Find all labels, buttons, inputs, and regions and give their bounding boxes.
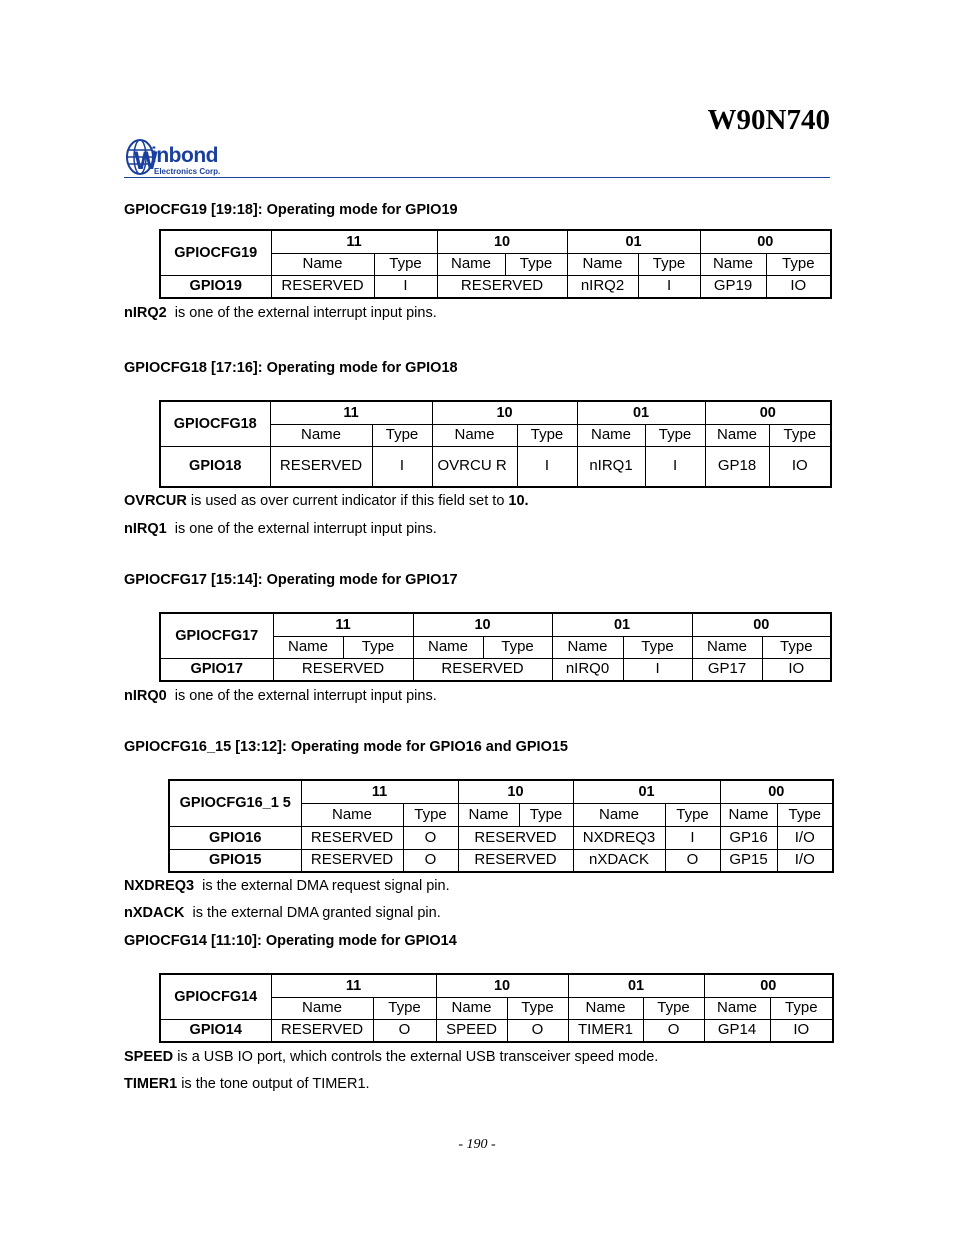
col-name-type-10 — [458, 803, 573, 826]
gpio19-mode-table — [159, 229, 832, 299]
cell: nIRQ2 — [567, 275, 638, 298]
table-row — [169, 826, 833, 849]
col-name: Name — [692, 636, 762, 658]
mode-header-00: 00 — [705, 401, 831, 424]
mode-header-10: 10 — [436, 974, 568, 997]
col-name: Name — [705, 424, 769, 446]
mode-header-11: 11 — [270, 401, 432, 424]
col-name: Name — [552, 636, 623, 658]
section-heading-gpio19: GPIOCFG19 [19:18]: Operating mode for GPIO19 — [124, 202, 458, 218]
pin-name-cell: GPIO16 — [169, 826, 301, 849]
cell: GP19 — [700, 275, 766, 298]
cell: nIRQ0 — [552, 658, 623, 681]
register-name-cell: GPIOCFG17 — [160, 613, 273, 658]
cell: O — [373, 1019, 436, 1042]
col-type: Type — [638, 253, 700, 275]
winbond-logo — [125, 138, 250, 178]
cell: GP17 — [692, 658, 762, 681]
gpio16-15-mode-table — [168, 779, 834, 873]
mode-header-01: 01 — [573, 780, 720, 803]
cell: TIMER1 — [568, 1019, 643, 1042]
gpio14-mode-table — [159, 973, 834, 1043]
mode-header-10: 10 — [432, 401, 577, 424]
col-type: Type — [372, 424, 432, 446]
register-name-cell: GPIOCFG14 — [160, 974, 271, 1019]
cell: GP15 — [720, 849, 777, 872]
col-type: Type — [343, 636, 413, 658]
col-name: Name — [573, 803, 665, 826]
cell: SPEED — [436, 1019, 507, 1042]
cell: O — [665, 849, 720, 872]
col-type: Type — [770, 997, 833, 1019]
cell: IO — [769, 446, 831, 487]
col-name: Name — [432, 424, 517, 446]
mode-header-11: 11 — [273, 613, 413, 636]
cell: I — [665, 826, 720, 849]
note-line: nIRQ0 is one of the external interrupt input pins. — [124, 688, 437, 704]
section-heading-gpio18: GPIOCFG18 [17:16]: Operating mode for GPIO18 — [124, 360, 458, 376]
mode-header-01: 01 — [577, 401, 705, 424]
logo-subtitle: Electronics Corp. — [154, 167, 221, 176]
cell: IO — [766, 275, 831, 298]
cell: RESERVED — [413, 658, 552, 681]
table-row — [160, 275, 831, 298]
note-line: SPEED is a USB IO port, which controls the external USB transceiver speed mode. — [124, 1049, 659, 1065]
section-heading-gpio17: GPIOCFG17 [15:14]: Operating mode for GPIO17 — [124, 572, 458, 588]
cell: O — [403, 826, 458, 849]
col-name: Name — [577, 424, 645, 446]
col-type: Type — [517, 424, 577, 446]
cell: I — [638, 275, 700, 298]
note-line: nIRQ2 is one of the external interrupt input pins. — [124, 305, 437, 321]
col-type: Type — [373, 997, 436, 1019]
cell: RESERVED — [273, 658, 413, 681]
cell: GP14 — [704, 1019, 770, 1042]
col-type: Type — [403, 803, 458, 826]
mode-header-01: 01 — [567, 230, 700, 253]
cell: nXDACK — [573, 849, 665, 872]
cell: O — [643, 1019, 704, 1042]
note-line: TIMER1 is the tone output of TIMER1. — [124, 1076, 370, 1092]
col-name: Name — [437, 253, 505, 275]
gpio18-mode-table — [159, 400, 832, 488]
col-type: Type — [505, 253, 567, 275]
note-line: nXDACK is the external DMA granted signal pin. — [124, 905, 441, 921]
col-type: Type — [529, 805, 563, 823]
mode-header-01: 01 — [552, 613, 692, 636]
cell: I/O — [777, 849, 833, 872]
register-name-cell: GPIOCFG19 — [160, 230, 271, 275]
col-type: Type — [766, 253, 831, 275]
col-name: Name — [459, 804, 520, 826]
cell: GP18 — [705, 446, 769, 487]
document-title: W90N740 — [707, 104, 830, 136]
pin-name-cell: GPIO17 — [160, 658, 273, 681]
mode-header-11: 11 — [271, 230, 437, 253]
header-rule — [124, 177, 830, 178]
register-name-cell: GPIOCFG16_1 5 — [169, 780, 301, 826]
cell: NXDREQ3 — [573, 826, 665, 849]
cell: OVRCU R — [432, 446, 517, 487]
cell: RESERVED — [271, 1019, 373, 1042]
note-line: nIRQ1 is one of the external interrupt input pins. — [124, 521, 437, 537]
col-type: Type — [483, 636, 552, 658]
cell: O — [403, 849, 458, 872]
pin-name-cell: GPIO18 — [160, 446, 270, 487]
cell: O — [507, 1019, 568, 1042]
col-name: Name — [271, 997, 373, 1019]
col-type: Type — [507, 997, 568, 1019]
svg-text:W: W — [134, 147, 158, 175]
register-name-cell: GPIOCFG18 — [160, 401, 270, 446]
cell: I — [517, 446, 577, 487]
col-type: Type — [762, 636, 831, 658]
mode-header-00: 00 — [700, 230, 831, 253]
cell: GP16 — [720, 826, 777, 849]
mode-header-11: 11 — [271, 974, 436, 997]
table-row — [160, 1019, 833, 1042]
cell: IO — [762, 658, 831, 681]
col-name: Name — [720, 803, 777, 826]
cell: RESERVED — [271, 275, 374, 298]
pin-name-cell: GPIO15 — [169, 849, 301, 872]
col-name: Name — [436, 997, 507, 1019]
col-type: Type — [665, 803, 720, 826]
pin-name-cell: GPIO19 — [160, 275, 271, 298]
cell: RESERVED — [437, 275, 567, 298]
col-name: Name — [567, 253, 638, 275]
mode-header-00: 00 — [692, 613, 831, 636]
col-type: Type — [645, 424, 705, 446]
col-name: Name — [301, 803, 403, 826]
col-name: Name — [568, 997, 643, 1019]
mode-header-00: 00 — [704, 974, 833, 997]
col-type: Type — [769, 424, 831, 446]
note-line: NXDREQ3 is the external DMA request signal pin. — [124, 878, 450, 894]
cell: RESERVED — [270, 446, 372, 487]
mode-header-01: 01 — [568, 974, 704, 997]
col-name: Name — [413, 636, 483, 658]
page-number: - 190 - — [458, 1137, 496, 1152]
cell: IO — [770, 1019, 833, 1042]
mode-header-10: 10 — [413, 613, 552, 636]
mode-header-10: 10 — [437, 230, 567, 253]
col-name: Name — [704, 997, 770, 1019]
col-type: Type — [777, 803, 833, 826]
col-name: Name — [271, 253, 374, 275]
cell: I — [374, 275, 437, 298]
note-line: OVRCUR is used as over current indicator if this field set to 10. — [124, 493, 529, 509]
cell: RESERVED — [301, 826, 403, 849]
table-row — [160, 658, 831, 681]
cell: I/O — [777, 826, 833, 849]
col-type: Type — [643, 997, 704, 1019]
col-name: Name — [700, 253, 766, 275]
mode-header-10: 10 — [458, 780, 573, 803]
cell: nIRQ1 — [577, 446, 645, 487]
cell: I — [623, 658, 692, 681]
mode-header-00: 00 — [720, 780, 833, 803]
cell: I — [645, 446, 705, 487]
col-type: Type — [623, 636, 692, 658]
pin-name-cell: GPIO14 — [160, 1019, 271, 1042]
section-heading-gpio14: GPIOCFG14 [11:10]: Operating mode for GPIO14 — [124, 933, 457, 949]
cell: RESERVED — [458, 826, 573, 849]
mode-header-11: 11 — [301, 780, 458, 803]
section-heading-gpio16-15: GPIOCFG16_15 [13:12]: Operating mode for GPIO16 and GPIO15 — [124, 739, 568, 755]
logo-wordmark: inbond — [151, 144, 218, 167]
cell: I — [372, 446, 432, 487]
table-row — [160, 446, 831, 487]
col-name: Name — [270, 424, 372, 446]
table-row — [169, 849, 833, 872]
gpio17-mode-table — [159, 612, 832, 682]
col-name: Name — [273, 636, 343, 658]
col-type: Type — [374, 253, 437, 275]
cell: RESERVED — [301, 849, 403, 872]
cell: RESERVED — [458, 849, 573, 872]
